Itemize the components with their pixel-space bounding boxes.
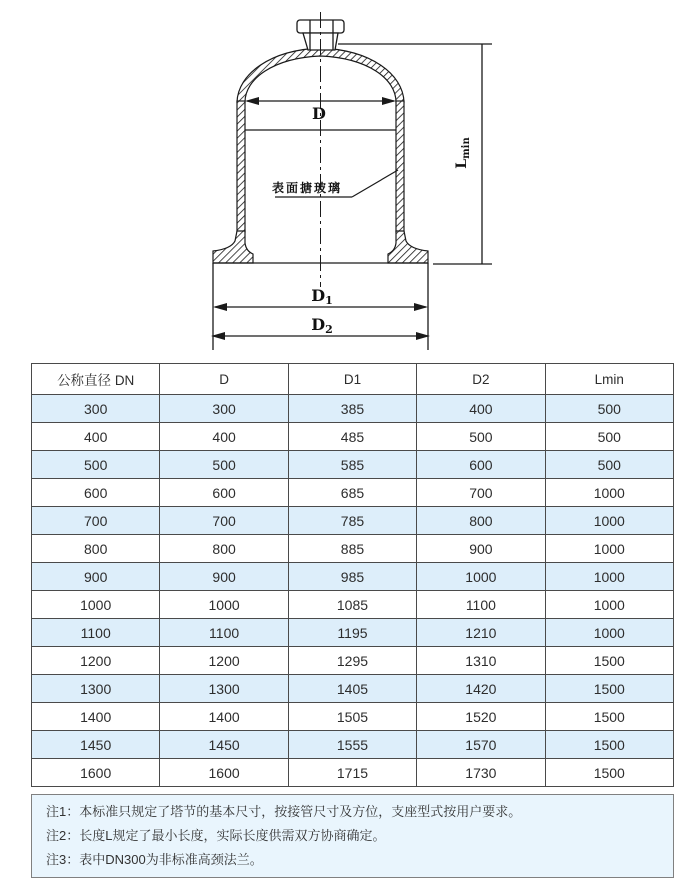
table-cell: 1000 — [545, 619, 673, 647]
table-cell: 1500 — [545, 731, 673, 759]
table-row — [32, 451, 674, 479]
table-row — [32, 703, 674, 731]
table-cell: 1310 — [417, 647, 545, 675]
table-cell: 400 — [160, 423, 288, 451]
header-d1: D1 — [288, 364, 416, 395]
table-cell: 300 — [160, 395, 288, 423]
table-cell: 585 — [288, 451, 416, 479]
table-cell: 1400 — [32, 703, 160, 731]
table-row — [32, 395, 674, 423]
table-cell: 1000 — [545, 479, 673, 507]
table-cell: 1420 — [417, 675, 545, 703]
table-cell: 500 — [417, 423, 545, 451]
header-lmin: Lmin — [545, 364, 673, 395]
lmin-dimension-label: $L_{min}$ — [453, 137, 472, 169]
table-cell: 1570 — [417, 731, 545, 759]
table-row — [32, 423, 674, 451]
table-cell: 785 — [288, 507, 416, 535]
table-cell: 1100 — [32, 619, 160, 647]
table-cell: 1000 — [417, 563, 545, 591]
table-cell: 1000 — [545, 591, 673, 619]
table-cell: 500 — [160, 451, 288, 479]
table-cell: 900 — [417, 535, 545, 563]
table-cell: 500 — [545, 423, 673, 451]
table-cell: 700 — [160, 507, 288, 535]
table-row — [32, 507, 674, 535]
table-cell: 1715 — [288, 759, 416, 787]
table-cell: 1500 — [545, 675, 673, 703]
table-cell: 1200 — [160, 647, 288, 675]
table-cell: 800 — [32, 535, 160, 563]
table-cell: 1405 — [288, 675, 416, 703]
table-row — [32, 619, 674, 647]
table-cell: 1000 — [160, 591, 288, 619]
table-cell: 600 — [417, 451, 545, 479]
table-cell: 1450 — [32, 731, 160, 759]
table-cell: 1210 — [417, 619, 545, 647]
table-cell: 1085 — [288, 591, 416, 619]
header-d2: D2 — [417, 364, 545, 395]
table-row — [32, 675, 674, 703]
note-1: 注1：本标准只规定了塔节的基本尺寸，按接管尺寸及方位，支座型式按用户要求。 — [46, 804, 522, 819]
table-cell: 685 — [288, 479, 416, 507]
d-dimension-label: D — [312, 104, 326, 123]
table-cell: 300 — [32, 395, 160, 423]
table-cell: 1000 — [32, 591, 160, 619]
table-cell: 1200 — [32, 647, 160, 675]
table-cell: 1000 — [545, 535, 673, 563]
table-row — [32, 647, 674, 675]
note-3: 注3：表中DN300为非标准高颈法兰。 — [46, 852, 263, 867]
table-cell: 1100 — [417, 591, 545, 619]
d1-dimension-label: $D_1$ — [311, 286, 333, 307]
table-cell: 1730 — [417, 759, 545, 787]
table-cell: 1195 — [288, 619, 416, 647]
table-cell: 800 — [160, 535, 288, 563]
table-cell: 1300 — [160, 675, 288, 703]
table-cell: 500 — [545, 395, 673, 423]
table-body — [32, 395, 674, 787]
tower-section-drawing — [0, 0, 700, 358]
table-cell: 700 — [417, 479, 545, 507]
table-cell: 1500 — [545, 759, 673, 787]
header-dn: 公称直径 DN — [32, 364, 160, 395]
table-cell: 400 — [32, 423, 160, 451]
table-cell: 1450 — [160, 731, 288, 759]
table-cell: 1600 — [160, 759, 288, 787]
bottom-flange-right — [388, 231, 428, 263]
bottom-flange-left — [213, 231, 253, 263]
table-cell: 500 — [32, 451, 160, 479]
vessel-drawing-svg — [0, 0, 700, 358]
table-cell: 1100 — [160, 619, 288, 647]
table-row — [32, 535, 674, 563]
shell-wall-left — [237, 101, 245, 232]
table-cell: 1400 — [160, 703, 288, 731]
table-row — [32, 731, 674, 759]
table-cell: 885 — [288, 535, 416, 563]
table-cell: 485 — [288, 423, 416, 451]
notes-box — [31, 794, 674, 878]
table-cell: 1520 — [417, 703, 545, 731]
dimension-table — [31, 363, 674, 787]
table-row — [32, 591, 674, 619]
table-cell: 1000 — [545, 507, 673, 535]
table-cell: 400 — [417, 395, 545, 423]
shell-wall-right — [396, 101, 404, 232]
table-cell: 800 — [417, 507, 545, 535]
table-cell: 900 — [160, 563, 288, 591]
table-row — [32, 479, 674, 507]
table-header-row — [32, 364, 674, 395]
table-cell: 600 — [160, 479, 288, 507]
table-cell: 1300 — [32, 675, 160, 703]
table-cell: 1295 — [288, 647, 416, 675]
table-cell: 1555 — [288, 731, 416, 759]
note-2: 注2：长度L规定了最小长度，实际长度供需双方协商确定。 — [46, 828, 386, 843]
d2-dimension-label: $D_2$ — [311, 315, 333, 336]
table-cell: 500 — [545, 451, 673, 479]
header-d: D — [160, 364, 288, 395]
table-cell: 900 — [32, 563, 160, 591]
surface-lining-label: 表面搪玻璃 — [272, 181, 343, 195]
table-cell: 385 — [288, 395, 416, 423]
table-cell: 1000 — [545, 563, 673, 591]
table-cell: 700 — [32, 507, 160, 535]
table-cell: 1505 — [288, 703, 416, 731]
table-cell: 985 — [288, 563, 416, 591]
table-cell: 1500 — [545, 703, 673, 731]
table-head — [32, 364, 674, 395]
table-cell: 600 — [32, 479, 160, 507]
table-row — [32, 563, 674, 591]
table-row — [32, 759, 674, 787]
table-cell: 1500 — [545, 647, 673, 675]
table-cell: 1600 — [32, 759, 160, 787]
